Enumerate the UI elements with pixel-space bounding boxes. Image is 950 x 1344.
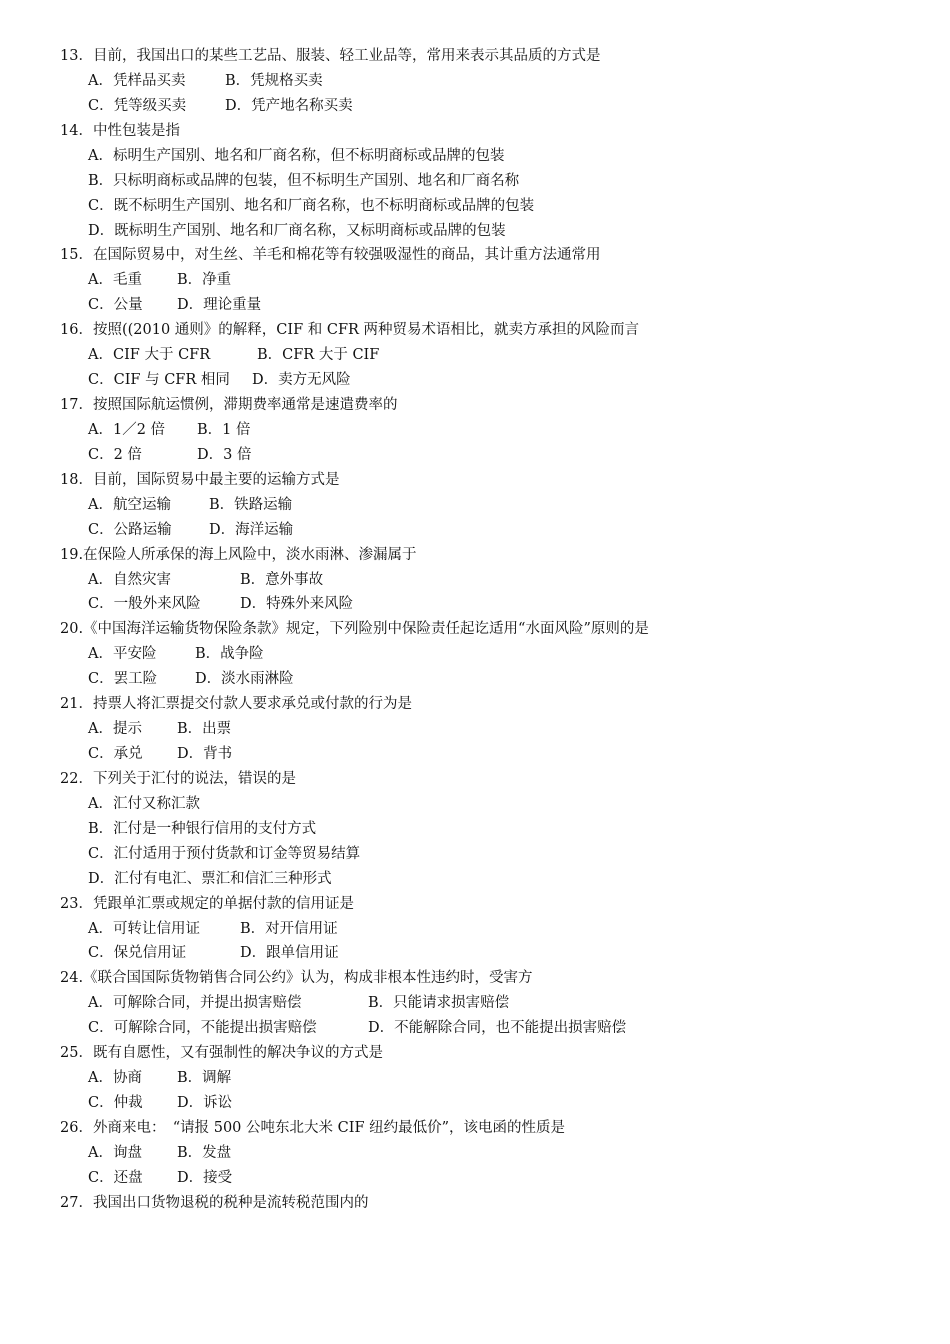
answer-option: D．凭产地名称买卖 — [225, 98, 353, 114]
answer-option: B．意外事故 — [240, 572, 324, 588]
question-stem: 13．目前，我国出口的某些工艺品、服装、轻工业品等，常用来表示其品质的方式是 — [60, 48, 601, 64]
answer-option: B．发盘 — [177, 1145, 232, 1161]
answer-option: B．汇付是一种银行信用的支付方式 — [88, 821, 317, 837]
answer-option: B．净重 — [177, 272, 232, 288]
answer-option: B．CFR 大于 CIF — [257, 347, 380, 363]
question-stem: 23．凭跟单汇票或规定的单据付款的信用证是 — [60, 896, 354, 912]
answer-option: D．汇付有电汇、票汇和信汇三种形式 — [88, 871, 332, 887]
question-stem: 27．我国出口货物退税的税种是流转税范围内的 — [60, 1195, 369, 1211]
answer-option: A．提示 — [88, 721, 142, 737]
answer-option: B．对开信用证 — [240, 921, 338, 937]
answer-option: D．不能解除合同，也不能提出损害赔偿 — [368, 1020, 627, 1036]
answer-option: D．背书 — [177, 746, 233, 762]
question-stem: 25．既有自愿性，又有强制性的解决争议的方式是 — [60, 1045, 383, 1061]
answer-option: B．铁路运输 — [209, 497, 293, 513]
answer-option: D．卖方无风险 — [252, 372, 351, 388]
question-stem: 19.在保险人所承保的海上风险中，淡水雨淋、渗漏属于 — [60, 547, 417, 563]
answer-option: A．毛重 — [88, 272, 142, 288]
answer-option: C．凭等级买卖 — [88, 98, 187, 114]
answer-option: A．自然灾害 — [88, 572, 171, 588]
answer-option: B．只能请求损害赔偿 — [368, 995, 510, 1011]
answer-option: D．诉讼 — [177, 1095, 233, 1111]
question-stem: 21．持票人将汇票提交付款人要求承兑或付款的行为是 — [60, 696, 412, 712]
question-stem: 15．在国际贸易中，对生丝、羊毛和棉花等有较强吸湿性的商品，其计重方法通常用 — [60, 247, 601, 263]
answer-option: B．调解 — [177, 1070, 232, 1086]
answer-option: B．1 倍 — [197, 422, 251, 438]
answer-option: C．一般外来风险 — [88, 596, 201, 612]
answer-option: A．航空运输 — [88, 497, 171, 513]
question-stem: 24.《联合国国际货物销售合同公约》认为，构成非根本性违约时，受害方 — [60, 970, 533, 986]
answer-option: C．2 倍 — [88, 447, 142, 463]
answer-option: A．标明生产国别、地名和厂商名称，但不标明商标或品牌的包装 — [88, 148, 505, 164]
answer-option: A．汇付又称汇款 — [88, 796, 200, 812]
answer-option: C．既不标明生产国别、地名和厂商名称，也不标明商标或品牌的包装 — [88, 198, 535, 214]
question-stem: 17．按照国际航运惯例，滞期费率通常是速遣费率的 — [60, 397, 398, 413]
answer-option: C．CIF 与 CFR 相同 — [88, 372, 230, 388]
question-stem: 20.《中国海洋运输货物保险条款》规定，下列险别中保险责任起讫适用“水面风险”原则的是 — [60, 621, 649, 637]
answer-option: D．既标明生产国别、地名和厂商名称，又标明商标或品牌的包装 — [88, 223, 506, 239]
answer-option: B．战争险 — [195, 646, 264, 662]
answer-option: A．1／2 倍 — [88, 422, 166, 438]
answer-option: C．罢工险 — [88, 671, 158, 687]
answer-option: C．公路运输 — [88, 522, 172, 538]
answer-option: D．3 倍 — [197, 447, 252, 463]
answer-option: D．淡水雨淋险 — [195, 671, 294, 687]
answer-option: D．接受 — [177, 1170, 233, 1186]
answer-option: A．凭样品买卖 — [88, 73, 186, 89]
answer-option: D．海洋运输 — [209, 522, 294, 538]
question-stem: 22．下列关于汇付的说法，错误的是 — [60, 771, 296, 787]
answer-option: A．协商 — [88, 1070, 142, 1086]
answer-option: C．承兑 — [88, 746, 143, 762]
answer-option: A．可转让信用证 — [88, 921, 200, 937]
question-stem: 26．外商来电： “请报 500 公吨东北大米 CIF 纽约最低价”，该电函的性质是 — [60, 1120, 566, 1136]
answer-option: C．还盘 — [88, 1170, 143, 1186]
answer-option: A．CIF 大于 CFR — [88, 347, 211, 363]
answer-option: B．出票 — [177, 721, 232, 737]
question-stem: 18．目前，国际贸易中最主要的运输方式是 — [60, 472, 340, 488]
question-stem: 14．中性包装是指 — [60, 123, 180, 139]
answer-option: A．平安险 — [88, 646, 157, 662]
answer-option: A．可解除合同，并提出损害赔偿 — [88, 995, 302, 1011]
answer-option: D．特殊外来风险 — [240, 596, 354, 612]
question-stem: 16．按照((2010 通则》的解释，CIF 和 CFR 两种贸易术语相比，就卖方承担的风险而言 — [60, 322, 640, 338]
answer-option: D．理论重量 — [177, 297, 262, 313]
answer-option: C．仲裁 — [88, 1095, 143, 1111]
answer-option: B．只标明商标或品牌的包装，但不标明生产国别、地名和厂商名称 — [88, 173, 520, 189]
answer-option: D．跟单信用证 — [240, 945, 339, 961]
answer-option: B．凭规格买卖 — [225, 73, 323, 89]
answer-option: C．可解除合同，不能提出损害赔偿 — [88, 1020, 317, 1036]
answer-option: C．公量 — [88, 297, 143, 313]
answer-option: C．保兑信用证 — [88, 945, 187, 961]
answer-option: C．汇付适用于预付货款和订金等贸易结算 — [88, 846, 361, 862]
answer-option: A．询盘 — [88, 1145, 142, 1161]
